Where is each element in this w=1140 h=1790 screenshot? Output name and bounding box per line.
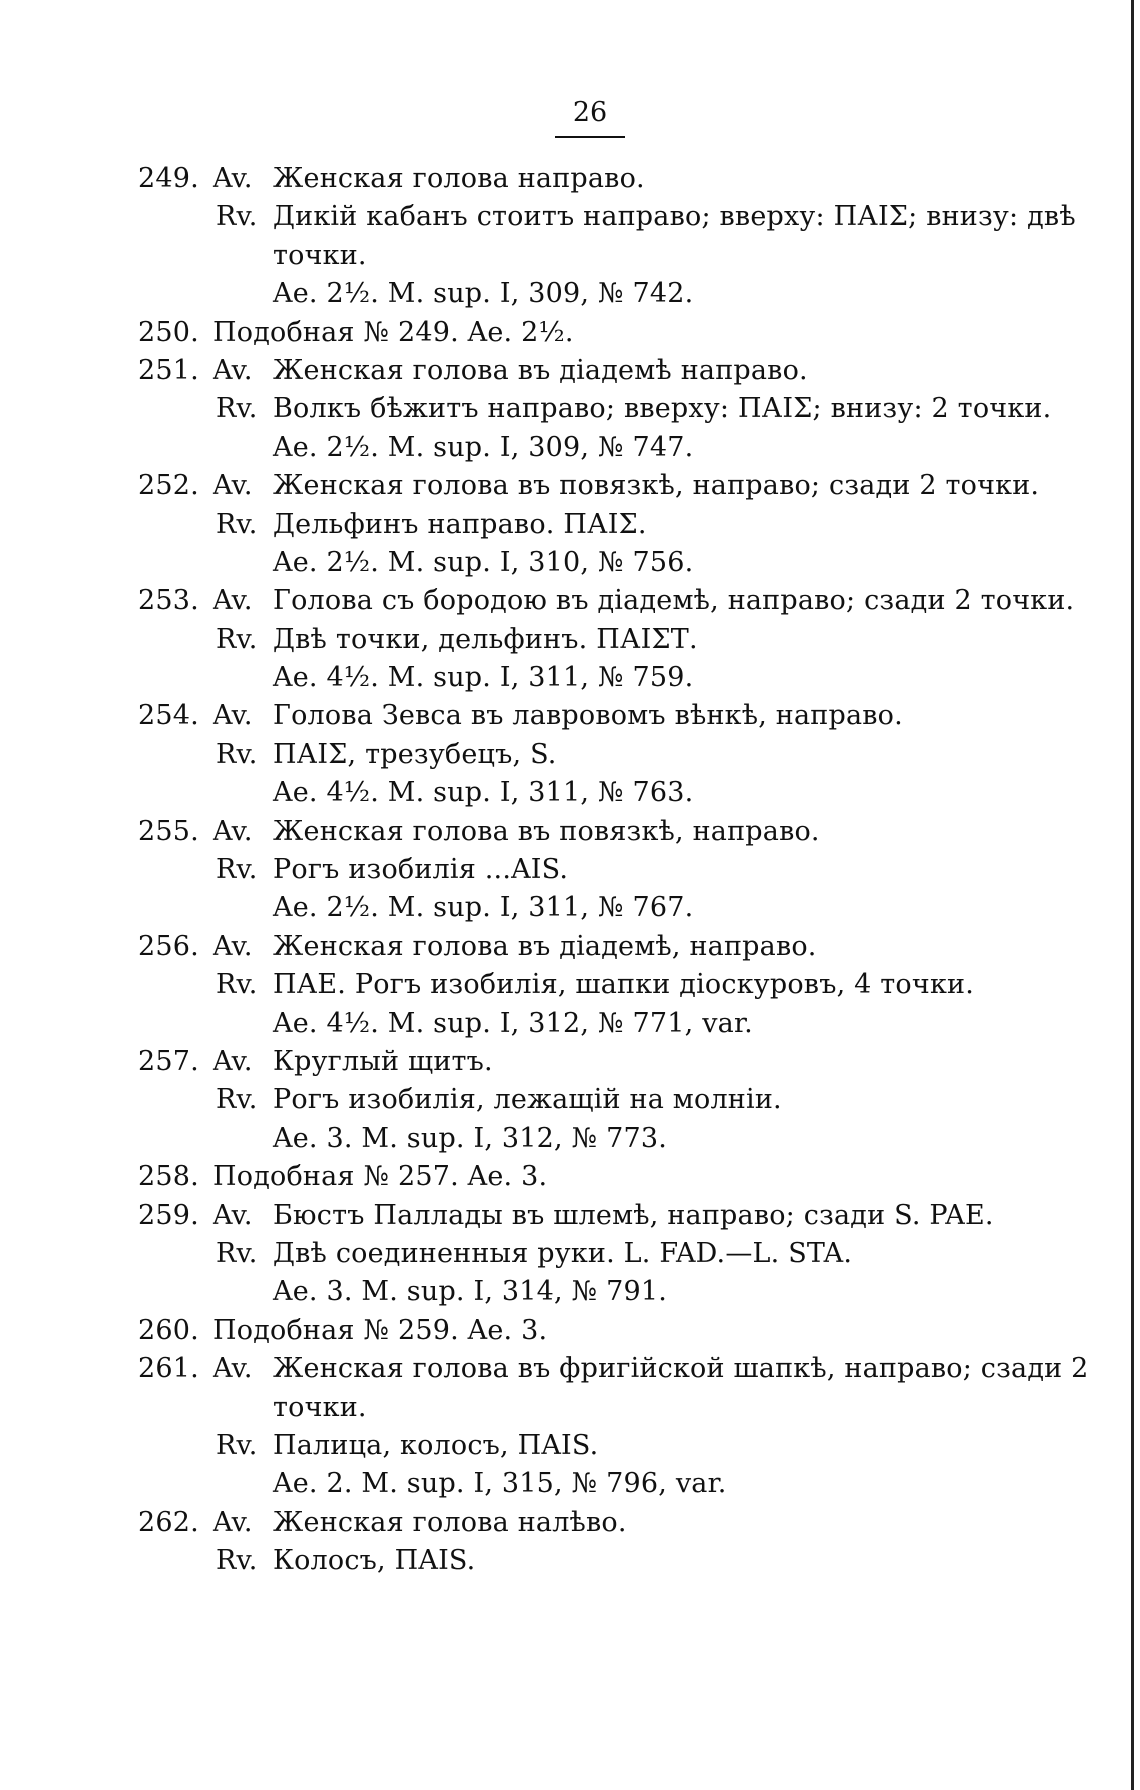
- catalog-line: [138, 1235, 1078, 1273]
- reference-text: Подобная № 259. Ae. 3.: [213, 1314, 548, 1346]
- reference-text: Подобная № 257. Ae. 3.: [213, 1161, 548, 1193]
- reverse-label: Rv.: [216, 508, 258, 540]
- entry-number: 255.: [138, 815, 199, 847]
- reference-text: Ae. 2½. M. sup. I, 309, № 747.: [273, 431, 694, 463]
- catalog-line: [138, 237, 1078, 275]
- catalog-line: [138, 928, 1078, 966]
- reference-text: Ae. 2½. M. sup. I, 311, № 767.: [273, 892, 694, 924]
- catalog-line: [138, 582, 1078, 620]
- page-edge-rule: [1131, 0, 1134, 1790]
- entry-number: 257.: [138, 1045, 199, 1077]
- reference-text: Ae. 3. M. sup. I, 312, № 773.: [273, 1122, 668, 1154]
- page-number: 26: [572, 97, 608, 128]
- catalog-line: [138, 429, 1078, 467]
- catalog-line: [138, 659, 1078, 697]
- entry-number: 253.: [138, 585, 199, 617]
- catalog-line: [138, 1312, 1078, 1350]
- reverse-label: Rv.: [216, 393, 258, 425]
- description-text: Двѣ соединенныя руки. L. FAD.—L. STA.: [273, 1237, 853, 1269]
- obverse-label: Av.: [213, 1045, 253, 1077]
- catalog-line: [138, 889, 1078, 927]
- page-number-underline: [555, 136, 625, 138]
- reference-text: точки.: [273, 239, 367, 271]
- obverse-label: Av.: [213, 354, 253, 386]
- entry-number: 259.: [138, 1199, 199, 1231]
- description-text: ПАΙΣ, трезубецъ, S.: [273, 738, 557, 770]
- description-text: Колосъ, ПAIS.: [273, 1545, 476, 1577]
- reference-text: Ae. 2½. M. sup. I, 309, № 742.: [273, 278, 694, 310]
- catalog-line: [138, 1389, 1078, 1427]
- obverse-label: Av.: [213, 700, 253, 732]
- description-text: Голова Зевса въ лавровомъ вѣнкѣ, направо.: [273, 700, 903, 732]
- description-text: ПАЕ. Рогъ изобилія, шапки діоскуровъ, 4 точки.: [273, 969, 974, 1001]
- catalog-line: [138, 1120, 1078, 1158]
- description-text: Женская голова въ діадемѣ, направо.: [273, 930, 817, 962]
- description-text: Бюстъ Паллады въ шлемѣ, направо; сзади S. PAE.: [273, 1199, 994, 1231]
- catalog-line: [138, 275, 1078, 313]
- reverse-label: Rv.: [216, 1429, 258, 1461]
- catalog-line: [138, 352, 1078, 390]
- coin-catalog: [138, 160, 1089, 1580]
- catalog-line: [138, 1158, 1078, 1196]
- catalog-line: [138, 544, 1078, 582]
- reference-text: Ae. 4½. M. sup. I, 311, № 759.: [273, 662, 694, 694]
- catalog-line: [138, 1465, 1078, 1503]
- reverse-label: Rv.: [216, 738, 258, 770]
- entry-number: 262.: [138, 1506, 199, 1538]
- reference-text: Ae. 4½. M. sup. I, 312, № 771, var.: [273, 1007, 753, 1039]
- catalog-line: [138, 506, 1078, 544]
- catalog-line: [138, 1081, 1078, 1119]
- obverse-label: Av.: [213, 470, 253, 502]
- description-text: Женская голова налѣво.: [273, 1506, 627, 1538]
- catalog-line: [138, 1197, 1078, 1235]
- description-text: Женская голова въ фригійской шапкѣ, направо; сзади 2: [273, 1353, 1089, 1385]
- catalog-line: [138, 1043, 1078, 1081]
- description-text: Дельфинъ направо. ПАΙΣ.: [273, 508, 647, 540]
- description-text: Женская голова въ повязкѣ, направо; сзади 2 точки.: [273, 470, 1040, 502]
- catalog-line: [138, 160, 1078, 198]
- catalog-line: [138, 467, 1078, 505]
- catalog-line: [138, 390, 1078, 428]
- description-text: Волкъ бѣжитъ направо; вверху: ПАΙΣ; внизу: 2 точки.: [273, 393, 1052, 425]
- catalog-line: [138, 697, 1078, 735]
- description-text: Женская голова въ повязкѣ, направо.: [273, 815, 820, 847]
- description-text: Дикій кабанъ стоитъ направо; вверху: ПАΙΣ; внизу: двѣ: [273, 201, 1076, 233]
- catalog-line: [138, 774, 1078, 812]
- reverse-label: Rv.: [216, 1545, 258, 1577]
- description-text: Женская голова въ діадемѣ направо.: [273, 354, 808, 386]
- catalog-line: [138, 1005, 1078, 1043]
- description-text: Круглый щитъ.: [273, 1045, 493, 1077]
- catalog-line: [138, 1273, 1078, 1311]
- reference-text: Подобная № 249. Ae. 2½.: [213, 316, 574, 348]
- entry-number: 254.: [138, 700, 199, 732]
- description-text: Рогъ изобилія, лежащій на молніи.: [273, 1084, 782, 1116]
- entry-number: 249.: [138, 163, 199, 194]
- reference-text: Ae. 2½. M. sup. I, 310, № 756.: [273, 546, 694, 578]
- reverse-label: Rv.: [216, 623, 258, 655]
- obverse-label: Av.: [213, 585, 253, 617]
- obverse-label: Av.: [213, 930, 253, 962]
- reverse-label: Rv.: [216, 969, 258, 1001]
- description-text: Женская голова направо.: [273, 163, 645, 194]
- catalog-line: [138, 1350, 1089, 1388]
- reference-text: Ae. 4½. M. sup. I, 311, № 763.: [273, 777, 694, 809]
- obverse-label: Av.: [213, 1199, 253, 1231]
- description-text: Рогъ изобилія ...AIS.: [273, 854, 569, 886]
- catalog-line: [138, 851, 1078, 889]
- obverse-label: Av.: [213, 815, 253, 847]
- reverse-label: Rv.: [216, 201, 258, 233]
- reverse-label: Rv.: [216, 1237, 258, 1269]
- entry-number: 261.: [138, 1353, 199, 1385]
- obverse-label: Av.: [213, 1506, 253, 1538]
- catalog-line: [138, 1504, 1078, 1542]
- description-text: Голова съ бородою въ діадемѣ, направо; сзади 2 точки.: [273, 585, 1075, 617]
- catalog-line: [138, 736, 1078, 774]
- catalog-line: [138, 1427, 1078, 1465]
- description-text: Палица, колосъ, ПAIS.: [273, 1429, 599, 1461]
- catalog-line: [138, 314, 1078, 352]
- entry-number: 252.: [138, 470, 199, 502]
- obverse-label: Av.: [213, 1353, 253, 1385]
- catalog-line: [138, 621, 1078, 659]
- entry-number: 260.: [138, 1314, 199, 1346]
- catalog-line: [138, 1542, 1078, 1580]
- entry-number: 258.: [138, 1161, 199, 1193]
- description-text: Двѣ точки, дельфинъ. ПАΙΣТ.: [273, 623, 698, 655]
- catalog-line: [138, 198, 1078, 236]
- reference-text: Ae. 2. M. sup. I, 315, № 796, var.: [273, 1468, 727, 1500]
- entry-number: 256.: [138, 930, 199, 962]
- reference-text: Ae. 3. M. sup. I, 314, № 791.: [273, 1276, 668, 1308]
- obverse-label: Av.: [213, 163, 253, 194]
- catalog-line: [138, 966, 1078, 1004]
- entry-number: 250.: [138, 316, 199, 348]
- reference-text: точки.: [273, 1391, 367, 1423]
- reverse-label: Rv.: [216, 1084, 258, 1116]
- entry-number: 251.: [138, 354, 199, 386]
- reverse-label: Rv.: [216, 854, 258, 886]
- catalog-line: [138, 813, 1078, 851]
